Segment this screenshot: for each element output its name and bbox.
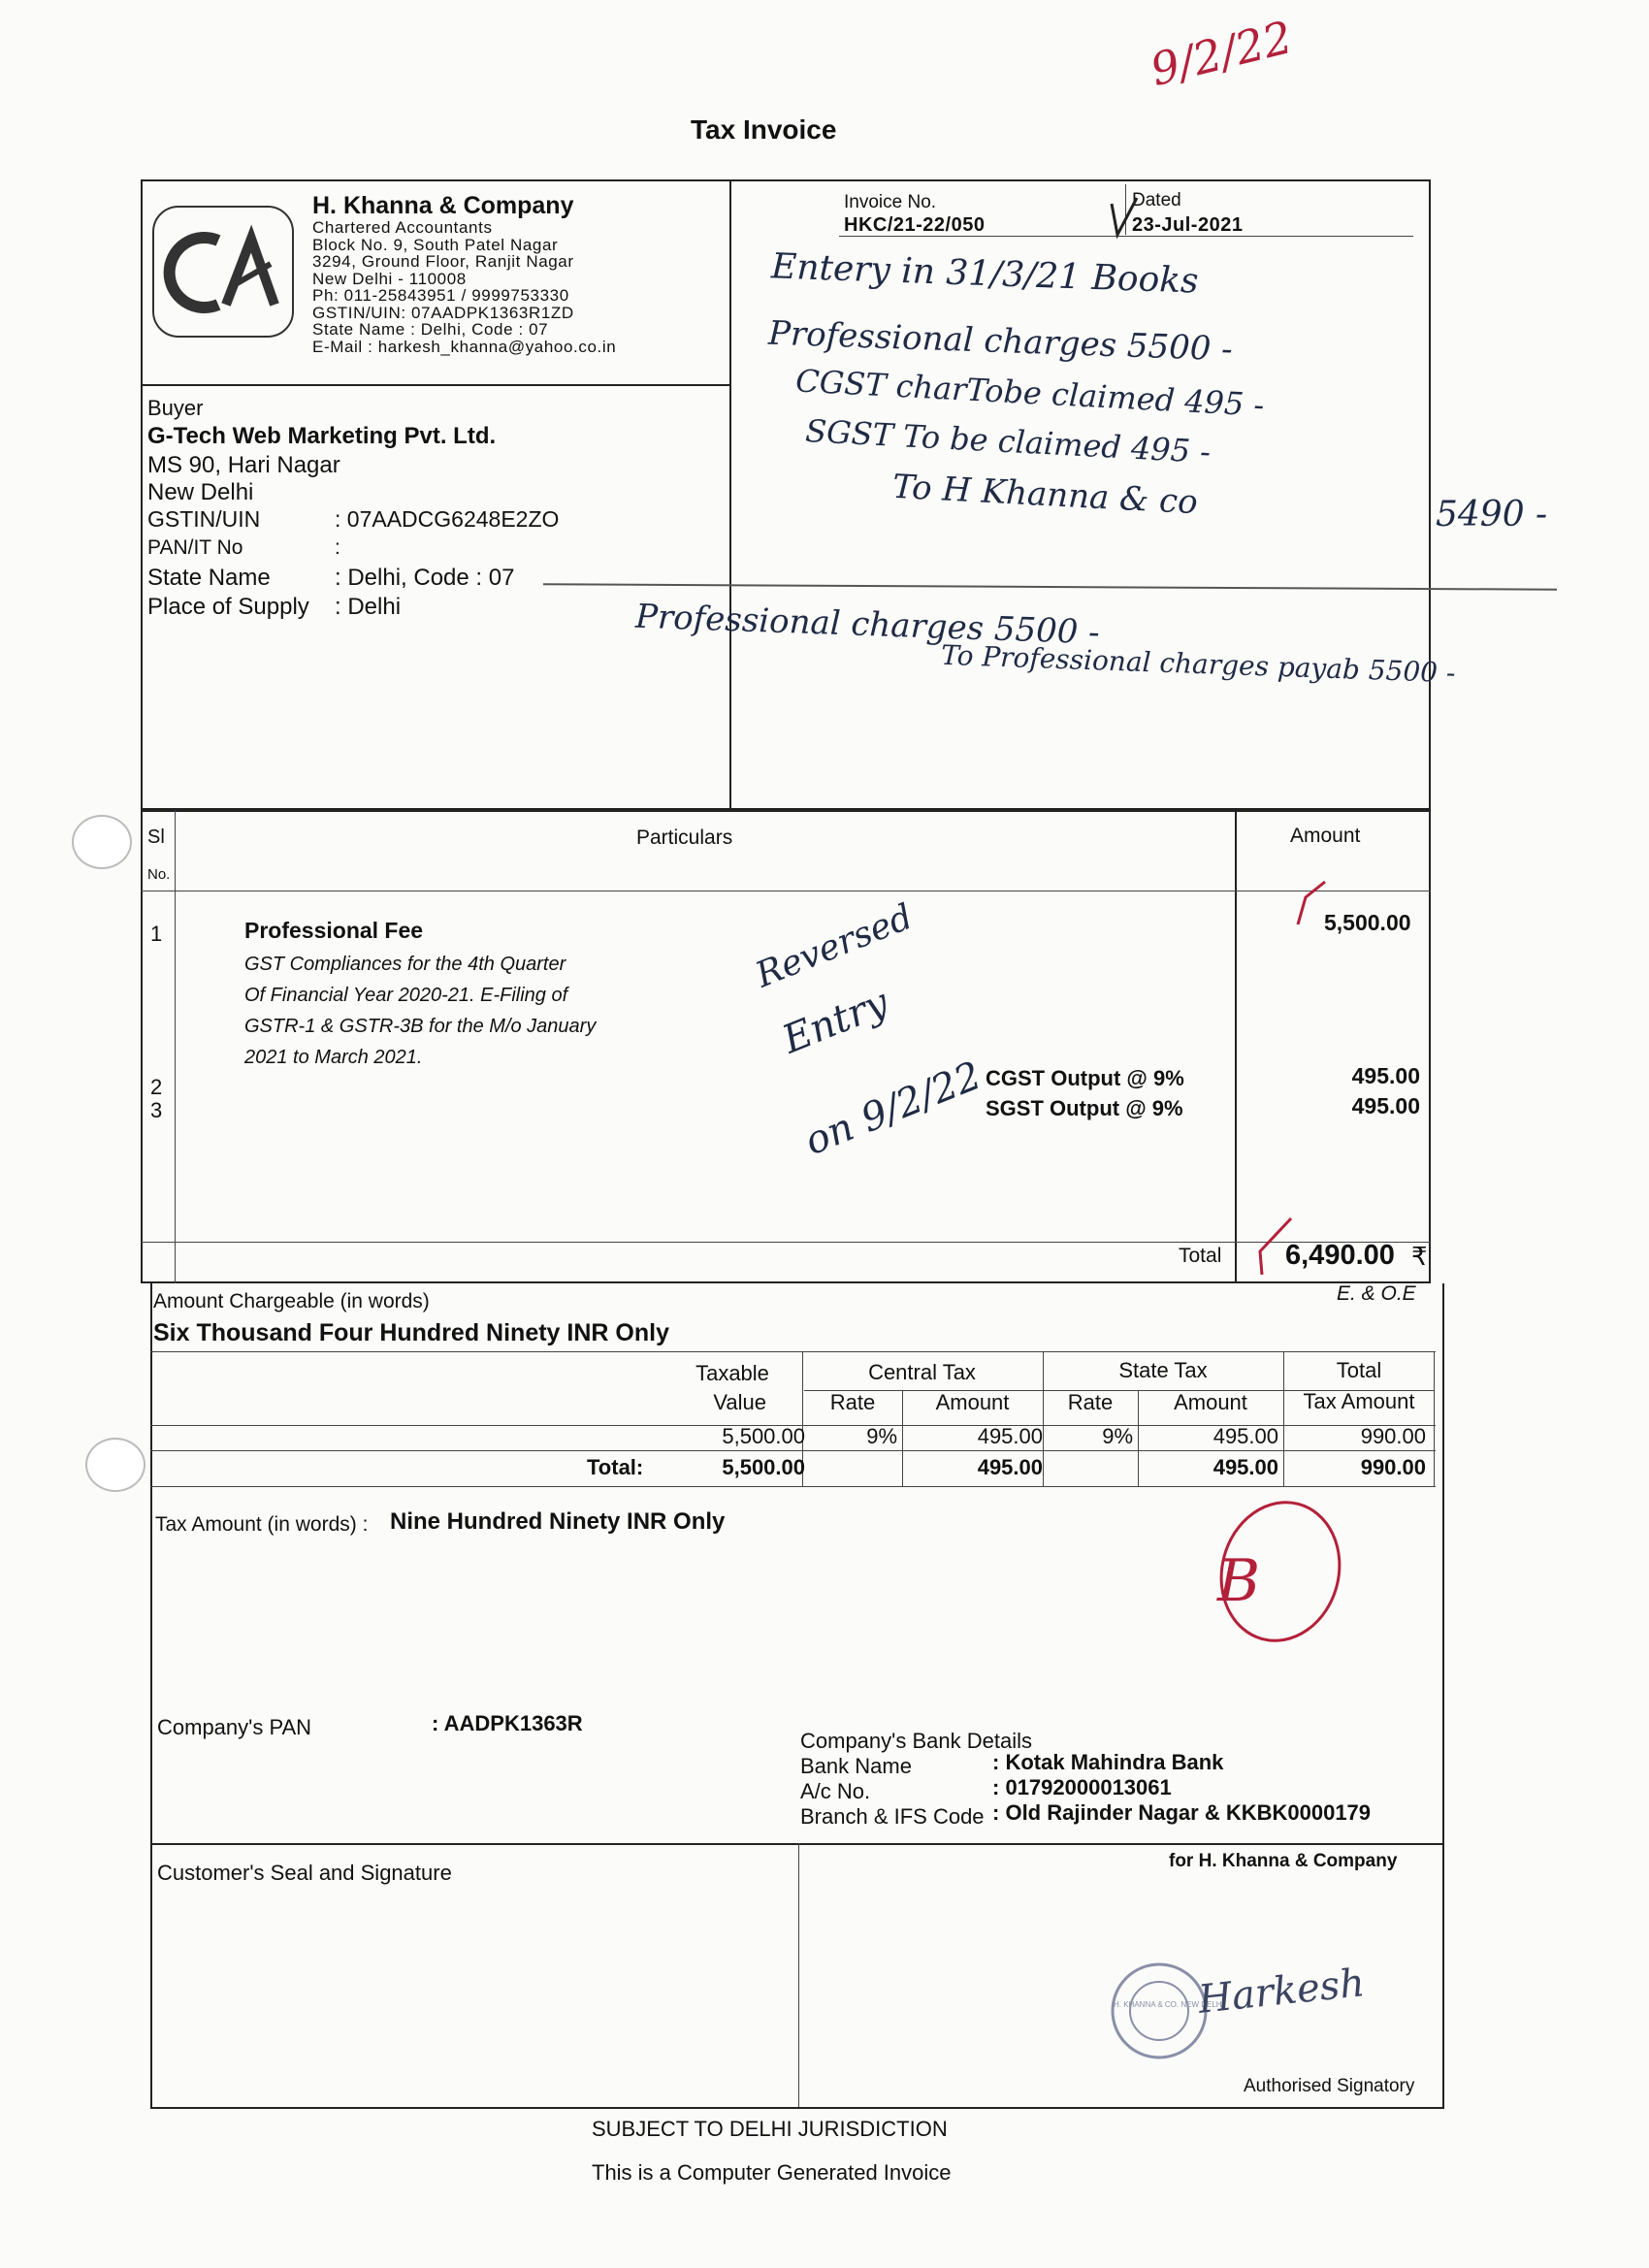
amount-header: Amount	[1290, 825, 1361, 847]
buyer-state-label: State Name	[147, 565, 271, 591]
authorised-signature: Harkesh	[1196, 1960, 1367, 2023]
punch-hole	[85, 1438, 146, 1492]
ifsc-label: Branch & IFS Code	[800, 1804, 985, 1829]
row-central-amount: 495.00	[977, 1424, 1043, 1448]
invoice-date: 23-Jul-2021	[1132, 214, 1244, 236]
state-rate-header: Rate	[1067, 1390, 1114, 1414]
particulars-header: Particulars	[636, 826, 733, 849]
pan-label: Company's PAN	[157, 1715, 312, 1739]
item-title: Professional Fee	[244, 918, 424, 943]
central-amount-header: Amount	[935, 1390, 1010, 1414]
total-header: Total	[1336, 1358, 1382, 1382]
seller-name: H. Khanna & Company	[312, 192, 574, 219]
handwritten-note-6: Professional charges 5500 -	[634, 597, 1101, 653]
invoice-no-label: Invoice No.	[844, 192, 937, 212]
currency-symbol: ₹	[1411, 1242, 1428, 1271]
punch-hole	[72, 815, 132, 869]
buyer-address-line-1: MS 90, Hari Nagar	[147, 452, 340, 478]
handwritten-note-4: SGST To be claimed 495 -	[804, 412, 1212, 470]
handwritten-note-1: Entery in 31/3/21 Books	[770, 246, 1200, 302]
row-central-rate: 9%	[866, 1424, 897, 1448]
ifsc-value: : Old Rajinder Nagar & KKBK0000179	[992, 1800, 1372, 1825]
sgst-amount: 495.00	[1351, 1093, 1420, 1118]
tax-in-words-label: Tax Amount (in words) :	[155, 1513, 369, 1536]
handwritten-note-3: CGST charTobe claimed 495 -	[794, 362, 1266, 424]
row-state-rate: 9%	[1102, 1424, 1133, 1448]
item-description: GST Compliances for the 4th Quarter Of Financial Year 2020-21. E-Filing of GSTR-1 & GSTR-3B for the M/o January 2021 to March 2021.	[244, 954, 597, 1068]
sl-header: Sl	[147, 826, 165, 848]
handwritten-initial: B	[1217, 1547, 1261, 1615]
for-company-label: for H. Khanna & Company	[1169, 1851, 1398, 1871]
buyer-state-value: : Delhi, Code : 07	[335, 565, 515, 591]
total-amount: 6,490.00	[1285, 1240, 1395, 1271]
item-amount-1: 5,500.00	[1324, 910, 1411, 935]
total-tax-amount: 990.00	[1360, 1455, 1426, 1479]
cgst-amount: 495.00	[1351, 1063, 1420, 1088]
total-state-amount: 495.00	[1212, 1455, 1278, 1479]
bank-details-title: Company's Bank Details	[800, 1729, 1032, 1753]
reversal-note-2: Entry	[776, 980, 895, 1063]
no-header: No.	[147, 866, 171, 883]
tick-mark	[1104, 194, 1143, 243]
reversal-note-3: on 9/2/22	[798, 1053, 987, 1165]
total-label: Total	[1179, 1245, 1222, 1267]
handwritten-note-2: Professional charges 5500 -	[767, 313, 1234, 370]
document-title: Tax Invoice	[691, 114, 837, 145]
buyer-name: G-Tech Web Marketing Pvt. Ltd.	[147, 423, 497, 449]
invoice-no: HKC/21-22/050	[844, 214, 986, 236]
bank-name-label: Bank Name	[800, 1754, 912, 1778]
cgst-label: CGST Output @ 9%	[986, 1066, 1184, 1090]
company-logo	[150, 204, 296, 340]
eoe-label: E. & O.E	[1337, 1282, 1416, 1305]
tax-total-label: Total:	[587, 1455, 644, 1479]
taxable-header: Taxable	[695, 1361, 769, 1385]
amount-in-words: Six Thousand Four Hundred Ninety INR Only	[153, 1319, 669, 1346]
amount-in-words-label: Amount Chargeable (in words)	[153, 1290, 430, 1312]
item-sl-2: 2	[150, 1075, 163, 1099]
sgst-label: SGST Output @ 9%	[986, 1096, 1183, 1120]
account-no-label: A/c No.	[800, 1779, 871, 1803]
authorised-signatory-label: Authorised Signatory	[1244, 2076, 1415, 2096]
place-of-supply-value: : Delhi	[335, 594, 402, 620]
row-taxable: 5,500.00	[722, 1424, 805, 1448]
tick-mark	[1290, 878, 1329, 936]
handwritten-note-side: 5490 -	[1436, 495, 1548, 535]
reversal-note-1: Reversed	[750, 896, 919, 996]
buyer-address-line-2: New Delhi	[147, 479, 254, 505]
customer-seal-label: Customer's Seal and Signature	[157, 1861, 452, 1885]
central-rate-header: Rate	[829, 1390, 876, 1414]
value-header: Value	[713, 1390, 766, 1414]
jurisdiction-text: SUBJECT TO DELHI JURISDICTION	[592, 2117, 948, 2141]
state-amount-header: Amount	[1174, 1390, 1247, 1414]
computer-generated-text: This is a Computer Generated Invoice	[592, 2160, 952, 2185]
item-sl-3: 3	[150, 1098, 163, 1122]
tax-in-words: Nine Hundred Ninety INR Only	[390, 1508, 726, 1535]
total-central-amount: 495.00	[977, 1455, 1043, 1479]
pan-value: : AADPK1363R	[432, 1711, 583, 1735]
buyer-gstin-label: GSTIN/UIN	[147, 506, 261, 532]
buyer-label: Buyer	[147, 396, 204, 420]
buyer-pan-label: PAN/IT No	[147, 536, 243, 559]
handwritten-note-5: To H Khanna & co	[891, 467, 1199, 523]
stamp-text: H. KHANNA & CO. NEW DELHI	[1114, 2000, 1224, 2009]
total-tax-amount-header: Tax Amount	[1303, 1389, 1415, 1413]
place-of-supply-label: Place of Supply	[147, 594, 309, 620]
handwritten-date: 9/2/22	[1145, 10, 1298, 97]
buyer-pan-value: :	[335, 536, 340, 559]
item-sl-1: 1	[150, 922, 163, 946]
dated-label: Dated	[1132, 190, 1181, 211]
account-no-value: : 01792000013061	[992, 1775, 1172, 1799]
central-tax-header: Central Tax	[868, 1360, 976, 1384]
seller-address: Chartered Accountants Block No. 9, South Patel Nagar 3294, Ground Floor, Ranjit Nagar New Delhi - 110008 Ph: 011-25843951 / 9999753330 GSTIN/UIN: 07AADPK1363R1ZD State Name : Delhi, Code : 07 E-Mail : harkesh_khanna@yahoo.co.in	[312, 218, 617, 356]
handwritten-note-7: To Professional charges payab 5500 -	[940, 638, 1456, 690]
buyer-gstin-value: : 07AADCG6248E2ZO	[335, 506, 560, 532]
row-total-tax: 990.00	[1360, 1424, 1426, 1448]
total-taxable: 5,500.00	[722, 1455, 805, 1479]
state-tax-header: State Tax	[1118, 1358, 1208, 1382]
bank-name-value: : Kotak Mahindra Bank	[992, 1750, 1224, 1774]
row-state-amount: 495.00	[1212, 1424, 1278, 1448]
